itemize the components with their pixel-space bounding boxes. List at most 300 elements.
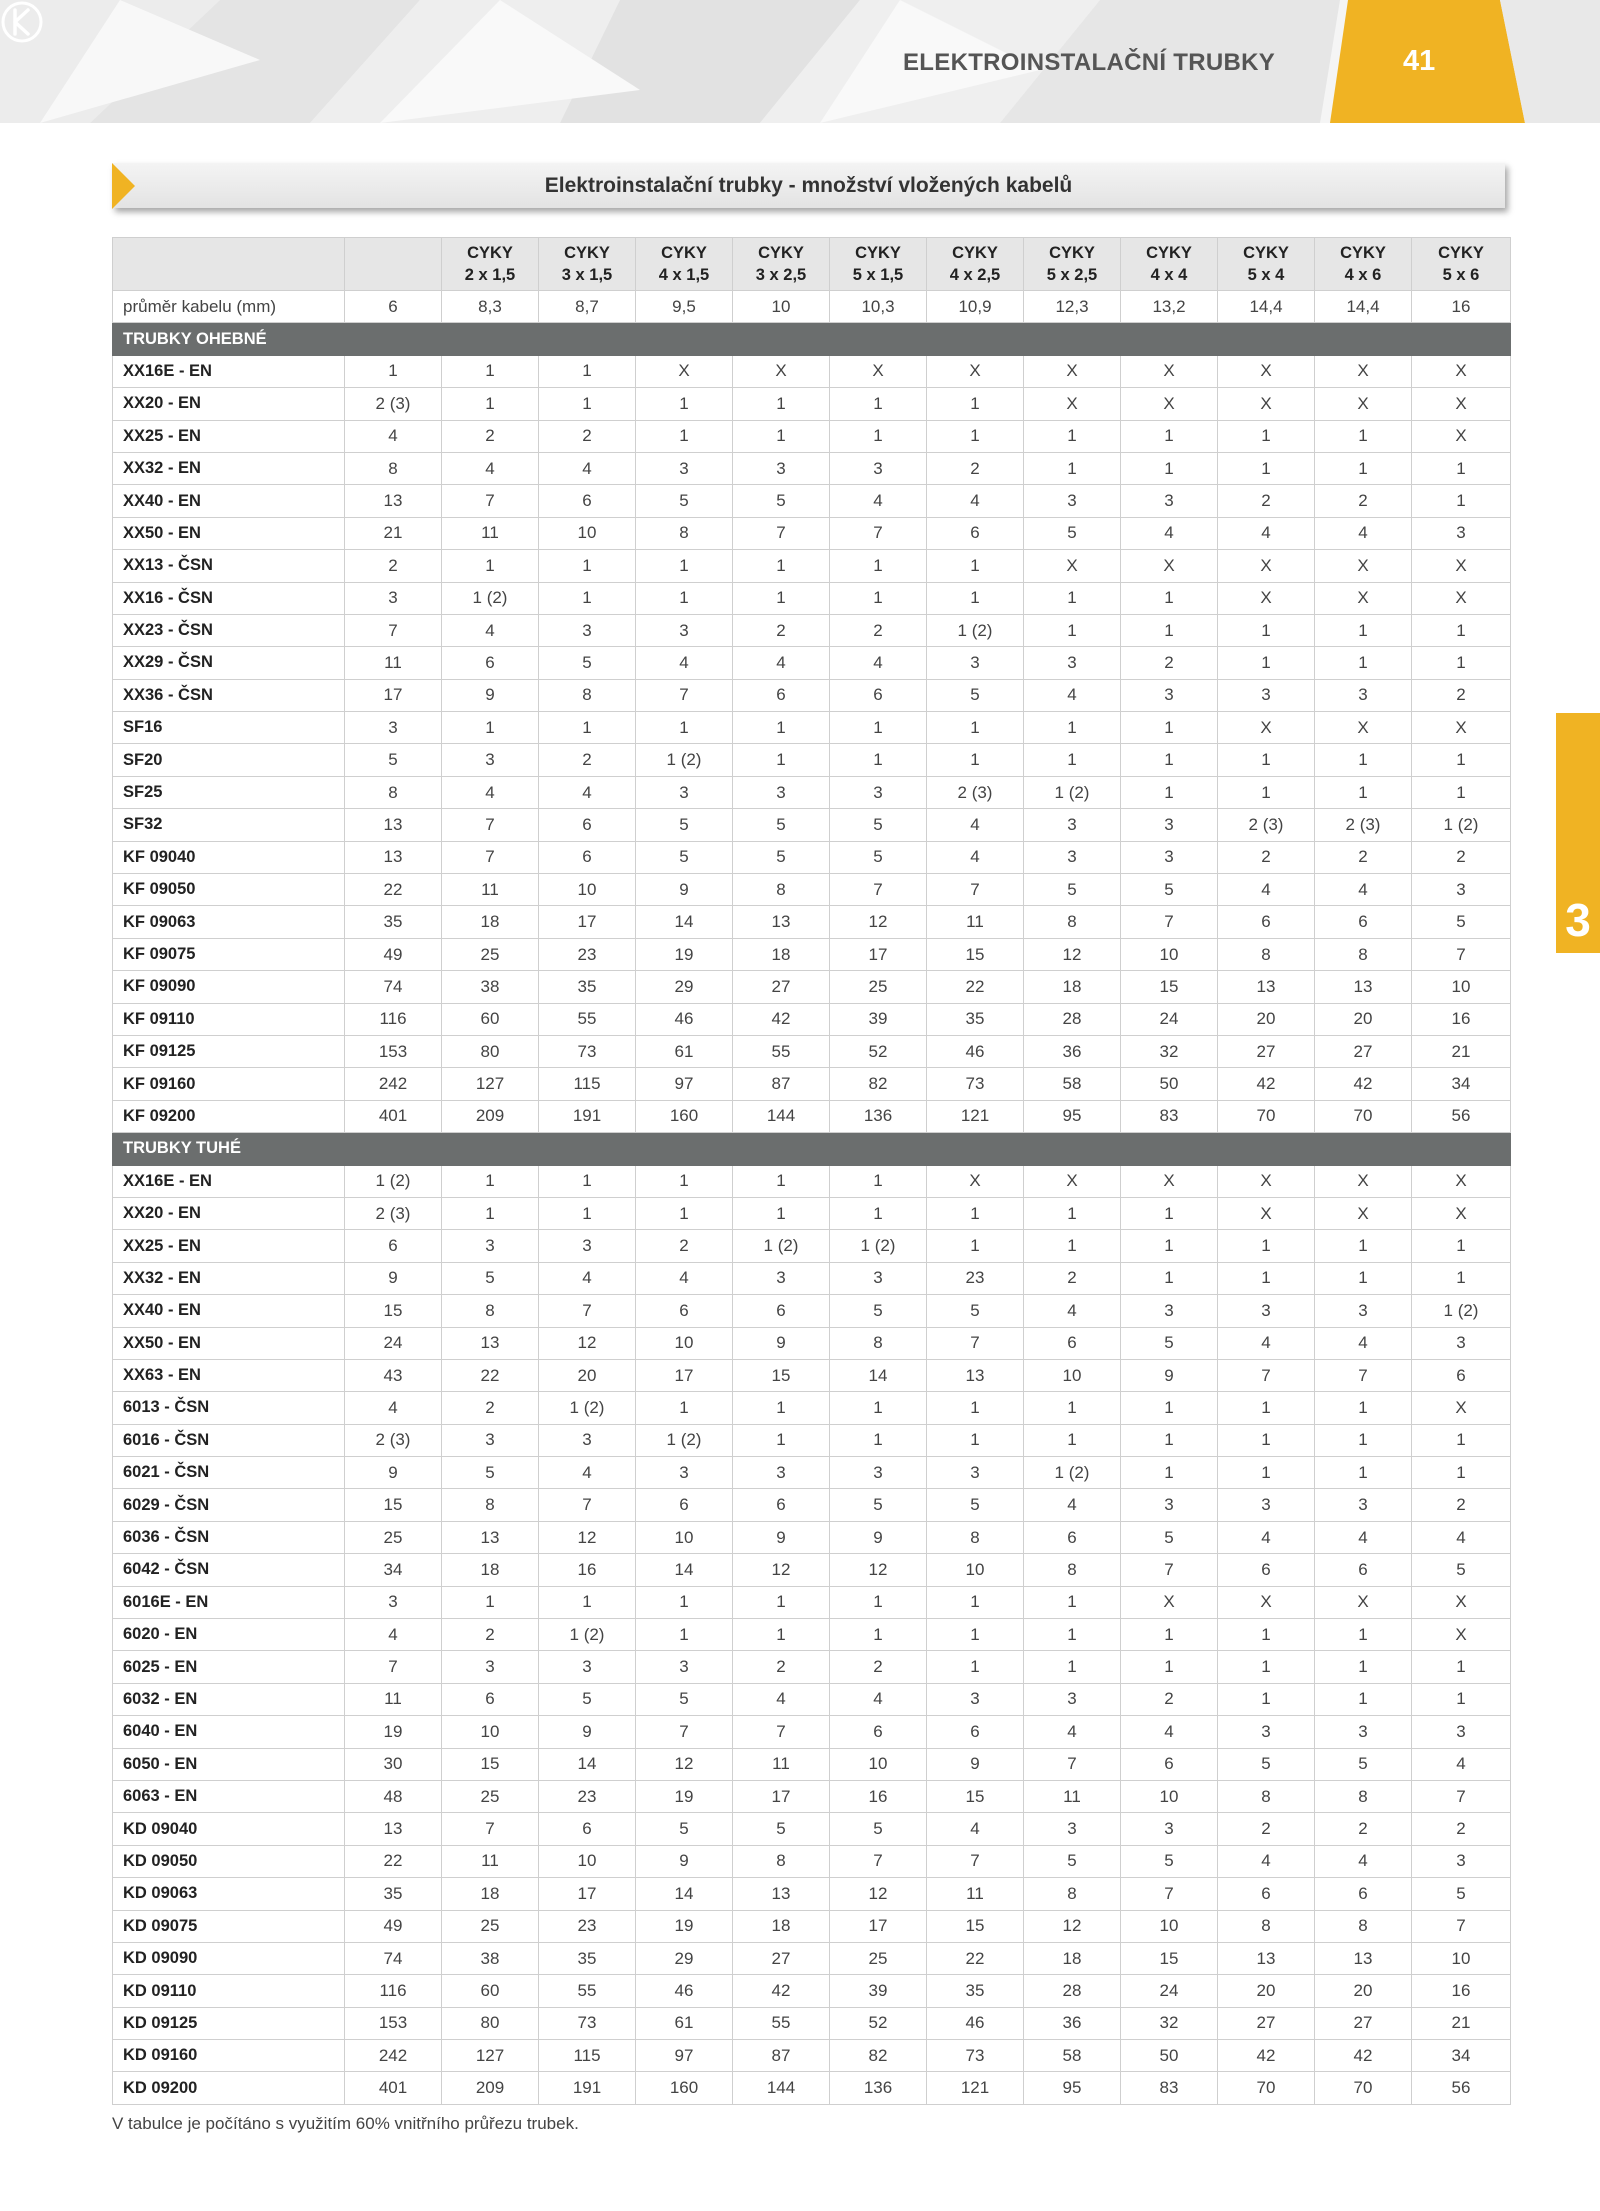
row-label: KD 09125	[113, 2007, 345, 2039]
row-label: XX50 - EN	[113, 1327, 345, 1359]
table-cell: 1 (2)	[927, 614, 1024, 646]
row-label: 6042 - ČSN	[113, 1554, 345, 1586]
table-cell: 5	[1218, 1748, 1315, 1780]
table-cell: 4	[1218, 517, 1315, 549]
table-cell: 6	[1218, 906, 1315, 938]
table-cell: 87	[733, 1068, 830, 1100]
table-row	[113, 582, 1511, 614]
table-cell: 1	[1218, 452, 1315, 484]
table-cell: 2 (3)	[345, 1197, 442, 1229]
table-cell: 13	[442, 1521, 539, 1553]
table-row	[113, 1651, 1511, 1683]
table-cell: 24	[1121, 1003, 1218, 1035]
table-cell: 153	[345, 2007, 442, 2039]
table-cell: 1	[1412, 647, 1511, 679]
table-cell: 3	[733, 452, 830, 484]
table-cell: 28	[1024, 1003, 1121, 1035]
table-header-row	[113, 238, 1511, 291]
table-cell: 3	[1315, 679, 1412, 711]
table-cell: 14,4	[1315, 291, 1412, 323]
table-cell: 1	[927, 420, 1024, 452]
table-cell: 11	[345, 1683, 442, 1715]
table-cell: 22	[345, 1845, 442, 1877]
table-cell: X	[1121, 388, 1218, 420]
table-cell: 2	[1412, 841, 1511, 873]
table-cell: 7	[442, 485, 539, 517]
table-cell: 13	[442, 1327, 539, 1359]
table-cell: 1	[733, 1619, 830, 1651]
table-cell: 15	[927, 1910, 1024, 1942]
column-header: CYKY 2 x 1,5	[442, 238, 539, 291]
table-cell: 1	[1121, 420, 1218, 452]
table-cell: 10	[1412, 1942, 1511, 1974]
table-cell: 5	[636, 841, 733, 873]
table-cell: 56	[1412, 1100, 1511, 1132]
table-cell: 191	[539, 2072, 636, 2104]
table-cell: 25	[442, 1780, 539, 1812]
table-cell: 7	[927, 1845, 1024, 1877]
table-cell: 8	[1024, 1554, 1121, 1586]
table-cell: X	[830, 355, 927, 387]
table-cell: 1 (2)	[733, 1230, 830, 1262]
table-cell: 2	[1315, 841, 1412, 873]
table-cell: 49	[345, 1910, 442, 1942]
table-cell: 1	[539, 1197, 636, 1229]
table-cell: X	[1315, 1165, 1412, 1197]
row-label: KF 09090	[113, 971, 345, 1003]
table-cell: 5	[733, 809, 830, 841]
row-label: XX25 - EN	[113, 1230, 345, 1262]
table-cell: 4	[830, 647, 927, 679]
table-cell: 17	[345, 679, 442, 711]
table-cell: 3	[345, 712, 442, 744]
table-cell: X	[1121, 550, 1218, 582]
table-cell: 6	[1024, 1327, 1121, 1359]
table-cell: 36	[1024, 1035, 1121, 1067]
table-cell: 60	[442, 1003, 539, 1035]
table-cell: 1	[1218, 420, 1315, 452]
table-cell: X	[1218, 1586, 1315, 1618]
table-cell: 5	[636, 1813, 733, 1845]
table-cell: 3	[1121, 1489, 1218, 1521]
table-cell: 20	[1315, 1003, 1412, 1035]
page-number: 41	[1403, 45, 1436, 77]
table-cell: X	[1024, 355, 1121, 387]
table-cell: 13	[345, 1813, 442, 1845]
table-cell: 21	[1412, 1035, 1511, 1067]
table-cell: 3	[539, 1651, 636, 1683]
column-header: CYKY 5 x 2,5	[1024, 238, 1121, 291]
table-row	[113, 614, 1511, 646]
table-cell: 73	[539, 1035, 636, 1067]
table-cell: 22	[345, 874, 442, 906]
table-cell: 10	[539, 874, 636, 906]
table-cell: 8	[1315, 1910, 1412, 1942]
table-cell: 10	[830, 1748, 927, 1780]
row-label: XX16E - EN	[113, 355, 345, 387]
table-cell: X	[1315, 355, 1412, 387]
table-cell: 1	[733, 582, 830, 614]
table-cell: 10	[442, 1716, 539, 1748]
table-cell: 4	[1218, 1327, 1315, 1359]
table-cell: 7	[1121, 1878, 1218, 1910]
table-cell: 1	[345, 355, 442, 387]
table-row	[113, 517, 1511, 549]
table-cell: 1	[1218, 1424, 1315, 1456]
table-cell: X	[1218, 1165, 1315, 1197]
table-cell: 34	[345, 1554, 442, 1586]
table-cell: 50	[1121, 1068, 1218, 1100]
table-cell: X	[1315, 388, 1412, 420]
table-cell: 1	[539, 388, 636, 420]
table-cell: 1	[1024, 1619, 1121, 1651]
table-cell: 1	[1121, 452, 1218, 484]
table-cell: 23	[539, 938, 636, 970]
table-row	[113, 841, 1511, 873]
table-cell: 12	[830, 906, 927, 938]
row-label: XX40 - EN	[113, 485, 345, 517]
table-row	[113, 2072, 1511, 2104]
table-cell: 3	[1121, 809, 1218, 841]
table-cell: 3	[636, 1457, 733, 1489]
table-cell: 153	[345, 1035, 442, 1067]
column-header: CYKY 4 x 1,5	[636, 238, 733, 291]
table-cell: 3	[1412, 517, 1511, 549]
table-cell: 10	[1121, 1780, 1218, 1812]
table-cell: 2	[1412, 1489, 1511, 1521]
table-cell: 5	[927, 679, 1024, 711]
column-header: CYKY 3 x 2,5	[733, 238, 830, 291]
table-cell: 4	[345, 1392, 442, 1424]
table-cell: 1	[1121, 1392, 1218, 1424]
table-row	[113, 1100, 1511, 1132]
table-cell: 1	[830, 388, 927, 420]
table-cell: 1	[1121, 712, 1218, 744]
table-cell: 8	[1315, 938, 1412, 970]
table-cell: 39	[830, 1003, 927, 1035]
table-cell: 10	[636, 1327, 733, 1359]
table-cell: 16	[539, 1554, 636, 1586]
table-cell: 3	[636, 452, 733, 484]
table-cell: 80	[442, 1035, 539, 1067]
table-cell: 4	[539, 452, 636, 484]
table-cell: 32	[1121, 1035, 1218, 1067]
table-cell: 6	[733, 1489, 830, 1521]
table-cell: 7	[442, 841, 539, 873]
table-cell: 13	[733, 1878, 830, 1910]
table-cell: 2	[1218, 1813, 1315, 1845]
table-cell: 80	[442, 2007, 539, 2039]
table-row	[113, 712, 1511, 744]
table-cell: 5	[442, 1262, 539, 1294]
table-cell: 7	[442, 1813, 539, 1845]
table-cell: 1	[830, 1165, 927, 1197]
table-cell: X	[1121, 1586, 1218, 1618]
table-cell: 1	[539, 582, 636, 614]
table-cell: 1	[442, 388, 539, 420]
table-cell: 1	[830, 1586, 927, 1618]
row-label: KF 09063	[113, 906, 345, 938]
table-cell: X	[1218, 1197, 1315, 1229]
table-cell: 5	[636, 1683, 733, 1715]
table-cell: 15	[1121, 971, 1218, 1003]
table-cell: 6	[733, 679, 830, 711]
table-cell: X	[1315, 582, 1412, 614]
table-cell: 39	[830, 1975, 927, 2007]
table-cell: 18	[442, 906, 539, 938]
row-label: KD 09160	[113, 2040, 345, 2072]
table-cell: 21	[1412, 2007, 1511, 2039]
table-cell: 6	[733, 1295, 830, 1327]
table-cell: 8	[733, 1845, 830, 1877]
row-label: XX23 - ČSN	[113, 614, 345, 646]
table-cell: X	[1315, 1197, 1412, 1229]
table-cell: 56	[1412, 2072, 1511, 2104]
table-cell: 121	[927, 1100, 1024, 1132]
table-cell: 160	[636, 1100, 733, 1132]
table-cell: 7	[442, 809, 539, 841]
table-cell: 12	[733, 1554, 830, 1586]
table-cell: 1	[927, 744, 1024, 776]
table-cell: 27	[1218, 1035, 1315, 1067]
row-label: XX20 - EN	[113, 388, 345, 420]
table-cell: 1	[442, 712, 539, 744]
table-cell: 6	[539, 809, 636, 841]
table-cell: 15	[927, 1780, 1024, 1812]
table-cell: 11	[927, 1878, 1024, 1910]
table-cell: 12	[1024, 1910, 1121, 1942]
table-cell: 35	[345, 1878, 442, 1910]
table-cell: 1 (2)	[1024, 776, 1121, 808]
table-cell: 1	[1218, 1262, 1315, 1294]
table-cell: 46	[927, 2007, 1024, 2039]
table-cell: 1	[927, 1230, 1024, 1262]
table-cell: 127	[442, 1068, 539, 1100]
table-cell: 1	[1024, 1586, 1121, 1618]
table-cell: 144	[733, 2072, 830, 2104]
table-cell: 1	[636, 1392, 733, 1424]
table-cell: 29	[636, 1942, 733, 1974]
header-empty	[345, 238, 442, 291]
table-cell: 27	[1218, 2007, 1315, 2039]
table-row	[113, 1748, 1511, 1780]
table-cell: 2	[830, 614, 927, 646]
table-cell: 46	[927, 1035, 1024, 1067]
section-row	[113, 323, 1511, 355]
table-cell: 4	[1218, 1521, 1315, 1553]
table-cell: X	[1218, 388, 1315, 420]
table-cell: 1	[1024, 1392, 1121, 1424]
table-cell: 5	[1024, 1845, 1121, 1877]
table-cell: 2	[1412, 679, 1511, 711]
table-cell: 70	[1218, 1100, 1315, 1132]
table-cell: 401	[345, 1100, 442, 1132]
table-cell: 6	[539, 485, 636, 517]
table-cell: 12	[539, 1521, 636, 1553]
table-cell: 1	[1024, 582, 1121, 614]
row-label: KF 09050	[113, 874, 345, 906]
table-cell: 1	[539, 550, 636, 582]
table-cell: 1	[927, 1197, 1024, 1229]
table-cell: 3	[927, 647, 1024, 679]
table-cell: 1	[1024, 712, 1121, 744]
table-cell: 2 (3)	[927, 776, 1024, 808]
table-cell: 5	[1121, 1327, 1218, 1359]
table-row	[113, 1554, 1511, 1586]
table-row	[113, 1197, 1511, 1229]
table-cell: 4	[442, 614, 539, 646]
table-cell: 2	[1121, 1683, 1218, 1715]
table-cell: 4	[636, 1262, 733, 1294]
table-cell: 11	[733, 1748, 830, 1780]
table-cell: 5	[830, 1295, 927, 1327]
row-label: XX20 - EN	[113, 1197, 345, 1229]
table-cell: 1	[733, 1165, 830, 1197]
table-cell: 8	[442, 1489, 539, 1521]
table-cell: 42	[1315, 1068, 1412, 1100]
chapter-number: 3	[1565, 894, 1591, 946]
table-cell: 1	[442, 1165, 539, 1197]
table-cell: 1	[830, 712, 927, 744]
row-label: SF16	[113, 712, 345, 744]
table-cell: 9	[636, 1845, 733, 1877]
table-row	[113, 1716, 1511, 1748]
table-cell: 87	[733, 2040, 830, 2072]
table-cell: 1	[1121, 1651, 1218, 1683]
table-cell: 18	[1024, 971, 1121, 1003]
table-cell: 8	[830, 1327, 927, 1359]
table-cell: 1	[830, 582, 927, 614]
table-row	[113, 1586, 1511, 1618]
table-cell: 70	[1315, 1100, 1412, 1132]
table-cell: 3	[1121, 485, 1218, 517]
table-cell: 1	[1024, 1424, 1121, 1456]
table-cell: 9	[442, 679, 539, 711]
table-cell: 6	[830, 1716, 927, 1748]
table-cell: 23	[539, 1910, 636, 1942]
table-cell: 5	[733, 1813, 830, 1845]
table-cell: 1	[1315, 420, 1412, 452]
table-cell: 18	[442, 1878, 539, 1910]
table-cell: 2	[1218, 841, 1315, 873]
table-cell: 8	[1024, 1878, 1121, 1910]
table-cell: 7	[1412, 1780, 1511, 1812]
row-label: 6040 - EN	[113, 1716, 345, 1748]
table-cell: 1	[1412, 1262, 1511, 1294]
table-cell: 3	[1412, 874, 1511, 906]
table-cell: 3	[1024, 1683, 1121, 1715]
table-cell: 1	[1412, 485, 1511, 517]
table-cell: 6	[1121, 1748, 1218, 1780]
table-row	[113, 420, 1511, 452]
table-row	[113, 938, 1511, 970]
table-cell: 4	[927, 485, 1024, 517]
table-cell: 4	[539, 1457, 636, 1489]
table-cell: 42	[1218, 2040, 1315, 2072]
table-cell: 4	[1412, 1748, 1511, 1780]
table-cell: 6	[442, 647, 539, 679]
table-cell: 58	[1024, 2040, 1121, 2072]
table-cell: 2	[1024, 1262, 1121, 1294]
table-cell: 1	[733, 1424, 830, 1456]
table-cell: 10	[1024, 1359, 1121, 1391]
table-cell: X	[927, 1165, 1024, 1197]
table-cell: 15	[345, 1489, 442, 1521]
table-cell: 3	[1218, 1489, 1315, 1521]
table-cell: 1	[636, 420, 733, 452]
table-row	[113, 647, 1511, 679]
table-cell: X	[1412, 1586, 1511, 1618]
row-label: KD 09090	[113, 1942, 345, 1974]
table-cell: 1	[1121, 1424, 1218, 1456]
table-cell: X	[1315, 550, 1412, 582]
table-row	[113, 1521, 1511, 1553]
table-row	[113, 1424, 1511, 1456]
table-row	[113, 874, 1511, 906]
table-cell: 5	[1024, 517, 1121, 549]
table-cell: 7	[927, 1327, 1024, 1359]
table-cell: 6	[1218, 1554, 1315, 1586]
table-cell: 12	[830, 1878, 927, 1910]
table-cell: 1	[1024, 1197, 1121, 1229]
table-row	[113, 679, 1511, 711]
table-cell: 1	[1315, 1262, 1412, 1294]
table-cell: 95	[1024, 1100, 1121, 1132]
table-cell: 7	[1412, 938, 1511, 970]
table-cell: 70	[1218, 2072, 1315, 2104]
table-cell: 13	[927, 1359, 1024, 1391]
column-header: CYKY 4 x 2,5	[927, 238, 1024, 291]
table-cell: 11	[442, 1845, 539, 1877]
table-cell: 7	[733, 1716, 830, 1748]
table-cell: 25	[442, 938, 539, 970]
table-cell: 23	[539, 1780, 636, 1812]
table-cell: 36	[1024, 2007, 1121, 2039]
table-cell: 7	[1121, 906, 1218, 938]
table-cell: 5	[539, 1683, 636, 1715]
table-cell: 5	[442, 1457, 539, 1489]
table-cell: 10,9	[927, 291, 1024, 323]
table-cell: 1	[1412, 452, 1511, 484]
table-row	[113, 485, 1511, 517]
table-cell: 1	[927, 712, 1024, 744]
table-cell: 1	[1121, 614, 1218, 646]
table-cell: 1	[927, 388, 1024, 420]
table-cell: 1 (2)	[1412, 809, 1511, 841]
table-cell: 2 (3)	[1315, 809, 1412, 841]
column-header: CYKY 4 x 4	[1121, 238, 1218, 291]
table-cell: 1	[1218, 744, 1315, 776]
table-cell: 6	[345, 291, 442, 323]
table-cell: 1	[1121, 1619, 1218, 1651]
table-cell: 5	[1412, 906, 1511, 938]
table-cell: 5	[733, 485, 830, 517]
table-cell: 11	[1024, 1780, 1121, 1812]
table-cell: 9,5	[636, 291, 733, 323]
table-cell: 11	[442, 517, 539, 549]
table-cell: 1 (2)	[345, 1165, 442, 1197]
table-cell: 18	[733, 938, 830, 970]
table-cell: 83	[1121, 1100, 1218, 1132]
table-cell: 116	[345, 1003, 442, 1035]
table-cell: X	[733, 355, 830, 387]
table-cell: 4	[1412, 1521, 1511, 1553]
table-cell: 9	[345, 1457, 442, 1489]
table-cell: 160	[636, 2072, 733, 2104]
table-cell: 3	[830, 452, 927, 484]
table-cell: 1	[1218, 776, 1315, 808]
table-cell: 4	[830, 1683, 927, 1715]
